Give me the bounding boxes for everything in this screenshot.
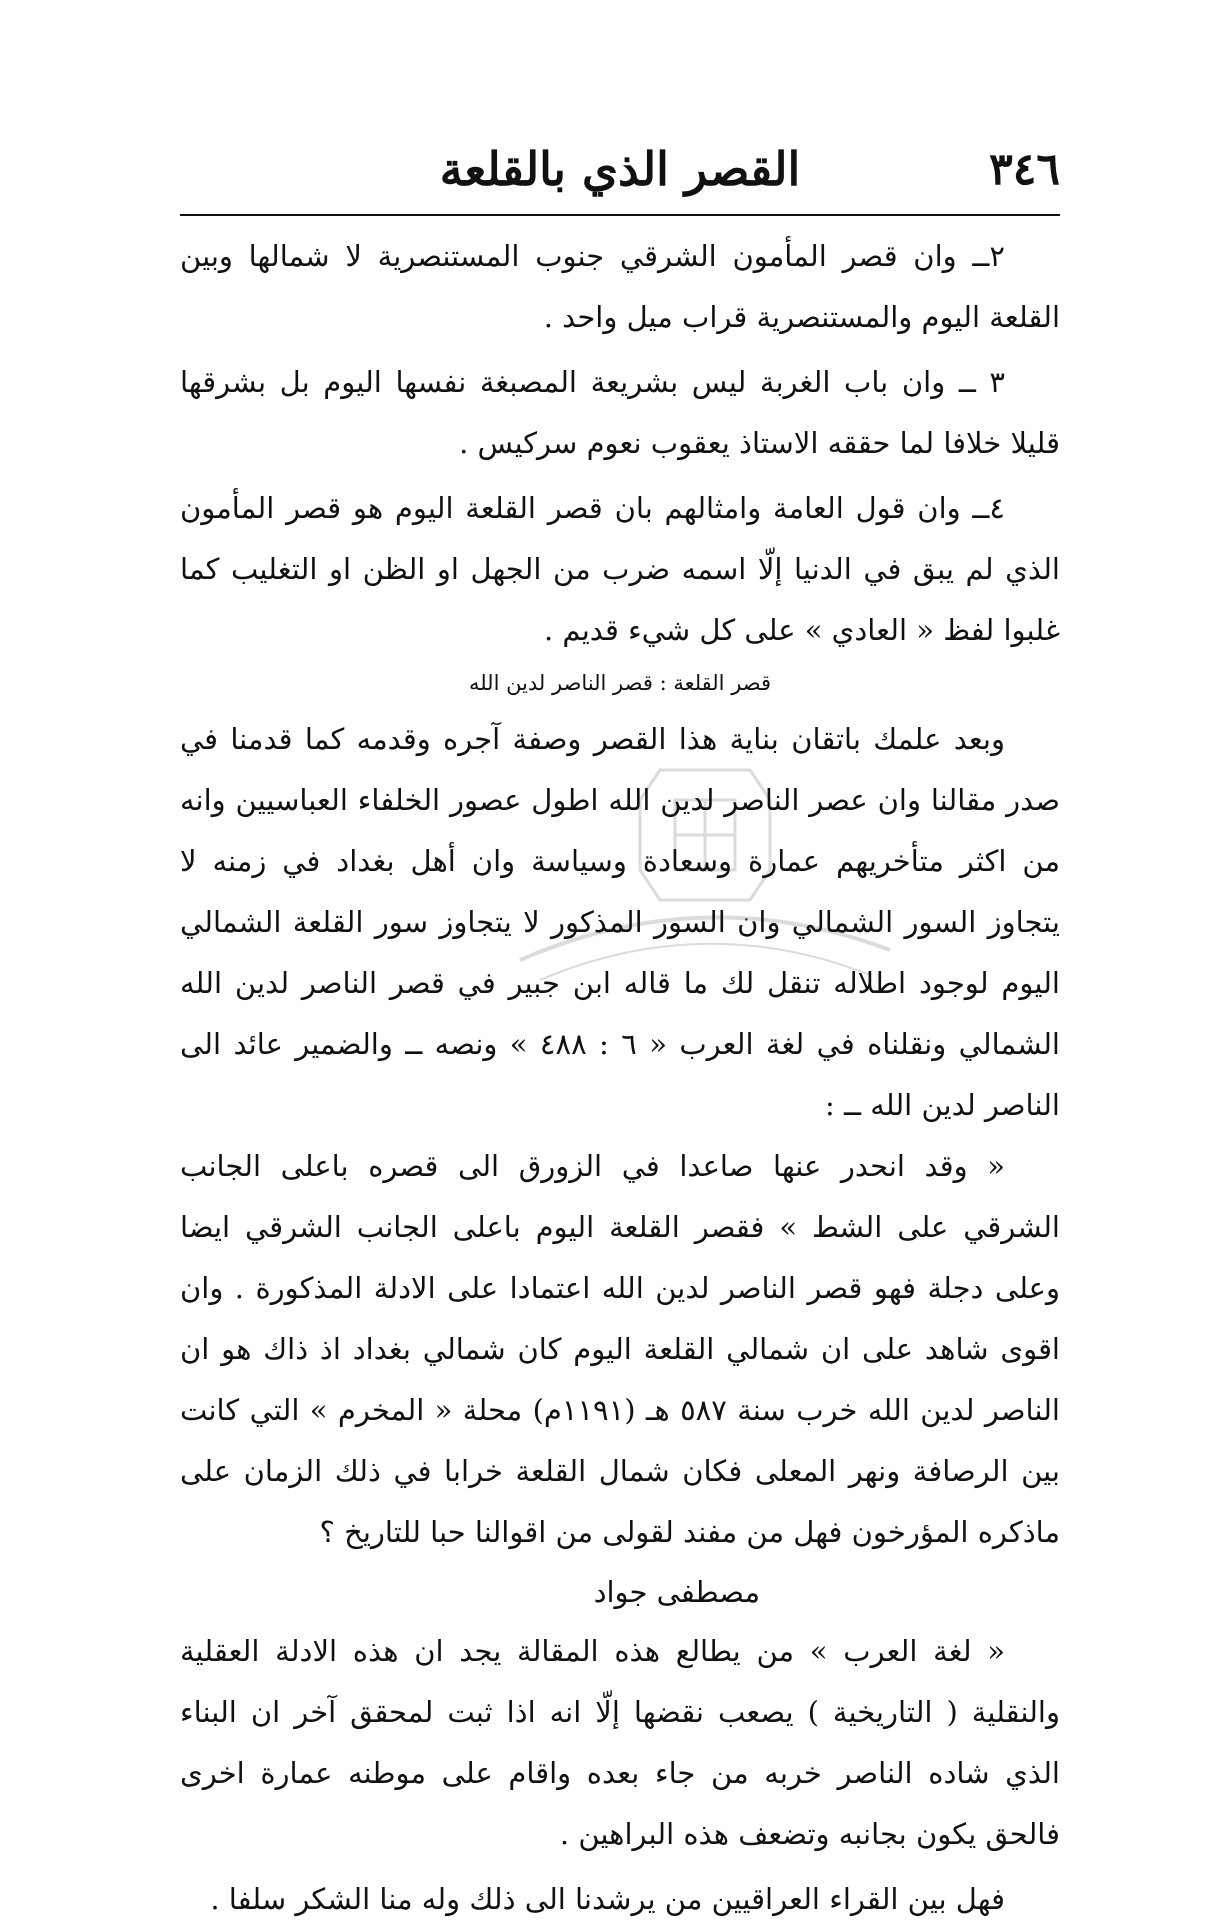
section-subheading: قصر القلعة : قصر الناصر لدين الله (468, 671, 772, 695)
paragraph-point-2: ٢ــ وان قصر المأمون الشرقي جنوب المستنصرية لا شمالها وبين القلعة اليوم والمستنصرية قراب ميل واحد . (180, 239, 1060, 334)
article-body (180, 226, 1060, 1930)
paragraph-point-3: ٣ ــ وان باب الغربة ليس بشريعة المصبغة نفسها اليوم بل بشرقها قليلا خلافا لما حققه الاستاذ يعقوب نعوم سركيس . (180, 365, 1060, 460)
header-rule (180, 214, 1060, 216)
paragraph-quotation: « وقد انحدر عنها صاعدا في الزورق الى قصره باعلى الجانب الشرقي على الشط » فقصر القلعة اليوم باعلى الجانب الشرقي ايضا وعلى دجلة فهو قصر الناصر لدين الله اعتمادا على الادلة المذكورة . وان اقوى شاهد على ان شمالي القلعة اليوم كان شمالي بغداد اذ ذاك هو ان الناصر لدين الله خرب سنة ٥٨٧ هـ (١١٩١م) محلة « المخرم » التي كانت بين الرصافة ونهر المعلى فكان شمال القلعة خرابا في ذلك الزمان على ماذكره المؤرخون فهل من مفند لقولى من اقوالنا حبا للتاريخ ؟ (180, 1149, 1060, 1549)
paragraph-editor-note: « لغة العرب » من يطالع هذه المقالة يجد ان هذه الادلة العقلية والنقلية ( التاريخية ) يصعب نقضها إلّا انه اذا ثبت لمحقق آخر ان البناء الذي شاده الناصر خربه من جاء بعده واقام على موطنه عمارة اخرى فالحق يكون بجانبه وتضعف هذه البراهين . (180, 1634, 1060, 1851)
author-signature: مصطفى جواد (593, 1575, 760, 1609)
running-title: القصر الذي بالقلعة (439, 142, 801, 196)
paragraph-argument: وبعد علمك باتقان بناية هذا القصر وصفة آجره وقدمه كما قدمنا في صدر مقالنا وان عصر الناصر لدين الله اطول عصور الخلفاء العباسيين وانه من اكثر متأخريهم عمارة وسعادة وسياسة وان أهل بغداد في زمنه لا يتجاوز السور الشمالي وان السور المذكور لا يتجاوز سور القلعة الشمالي اليوم لوجود اطلاله تنقل لك ما قاله ابن جبير في قصر الناصر لدين الله الشمالي ونقلناه في لغة العرب « ٦ : ٤٨٨ » ونصه ــ والضمير عائد الى الناصر لدين الله ــ : (180, 722, 1060, 1122)
page-header (180, 138, 1060, 208)
paragraph-point-4: ٤ــ وان قول العامة وامثالهم بان قصر القلعة اليوم هو قصر المأمون الذي لم يبق في الدنيا إلّا اسمه ضرب من الجهل او الظن او التغليب كما غلبوا لفظ « العادي » على كل شيء قديم . (180, 491, 1060, 647)
page-number: ٣٤٦ (989, 144, 1060, 195)
paragraph-closing: فهل بين القراء العراقيين من يرشدنا الى ذلك وله منا الشكر سلفا . (210, 1882, 1005, 1916)
